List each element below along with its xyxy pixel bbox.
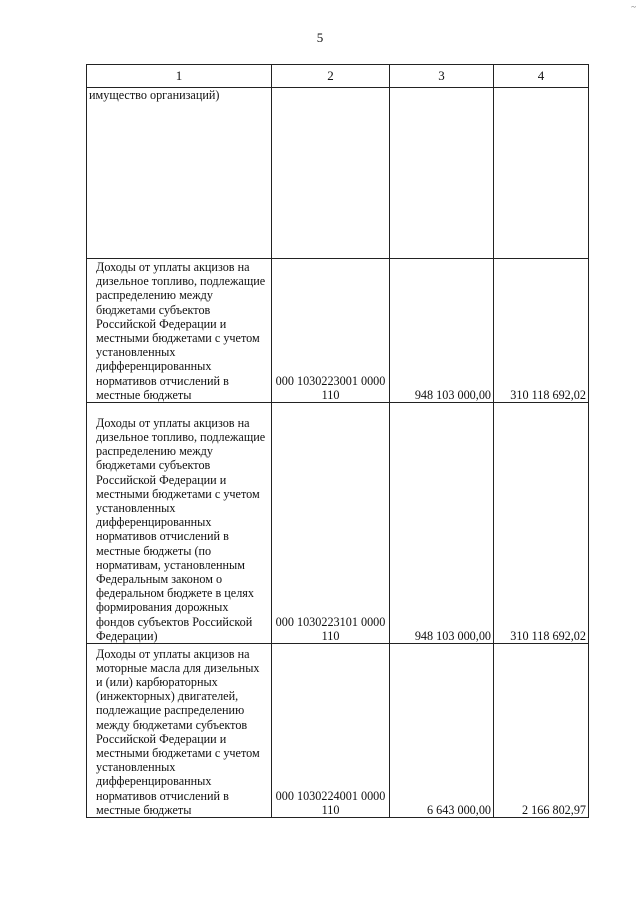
empty-cell xyxy=(390,88,494,259)
header-col-2: 2 xyxy=(272,65,390,88)
table-row xyxy=(87,259,589,403)
header-col-4: 4 xyxy=(494,65,589,88)
table-row xyxy=(87,644,589,818)
revenue-name-text: Доходы от уплаты акцизов на дизельное топливо, подлежащие распределению между бюджетами субъектов Российской Федерации и местными бюджетами с учетом установленных дифференцированных нормативов отчислений в местные бюджеты xyxy=(96,259,266,402)
page-number: 5 xyxy=(316,30,324,45)
budget-code-cell: 000 1030224001 0000 110 xyxy=(272,644,390,818)
table-header-row xyxy=(87,65,589,88)
table-row xyxy=(87,88,589,259)
actual-amount-cell: 310 118 692,02 xyxy=(494,403,589,644)
empty-cell xyxy=(272,88,390,259)
revenue-name-text: Доходы от уплаты акцизов на дизельное топливо, подлежащие распределению между бюджетами субъектов Российской Федерации и местными бюджетами с учетом установленных дифференцированных нормативов отчислений в местные бюджеты (по нормативам, установленным Федеральным законом о федеральном бюджете в целях формирования дорожных фондов субъектов Российской Федерации) xyxy=(96,415,266,643)
plan-amount-cell: 6 643 000,00 xyxy=(390,644,494,818)
revenue-name-cell xyxy=(87,644,272,818)
corner-mark: ~ xyxy=(631,2,636,12)
empty-cell xyxy=(494,88,589,259)
budget-code-cell: 000 1030223001 0000 110 xyxy=(272,259,390,403)
header-col-1: 1 xyxy=(87,65,272,88)
plan-amount-cell: 948 103 000,00 xyxy=(390,259,494,403)
revenue-name-cell xyxy=(87,403,272,644)
revenue-name-cell xyxy=(87,259,272,403)
actual-amount-cell: 2 166 802,97 xyxy=(494,644,589,818)
actual-amount-cell: 310 118 692,02 xyxy=(494,259,589,403)
continuation-name-cell: имущество организаций) xyxy=(87,88,272,259)
plan-amount-cell: 948 103 000,00 xyxy=(390,403,494,644)
revenue-name-text: Доходы от уплаты акцизов на моторные масла для дизельных и (или) карбюраторных (инжекторных) двигателей, подлежащие распределению между бюджетами субъектов Российской Федерации и местными бюджетами с учетом установленных дифференцированных нормативов отчислений в местные бюджеты xyxy=(96,646,260,817)
revenue-table xyxy=(86,64,589,818)
table-row xyxy=(87,403,589,644)
budget-code-cell: 000 1030223101 0000 110 xyxy=(272,403,390,644)
header-col-3: 3 xyxy=(390,65,494,88)
